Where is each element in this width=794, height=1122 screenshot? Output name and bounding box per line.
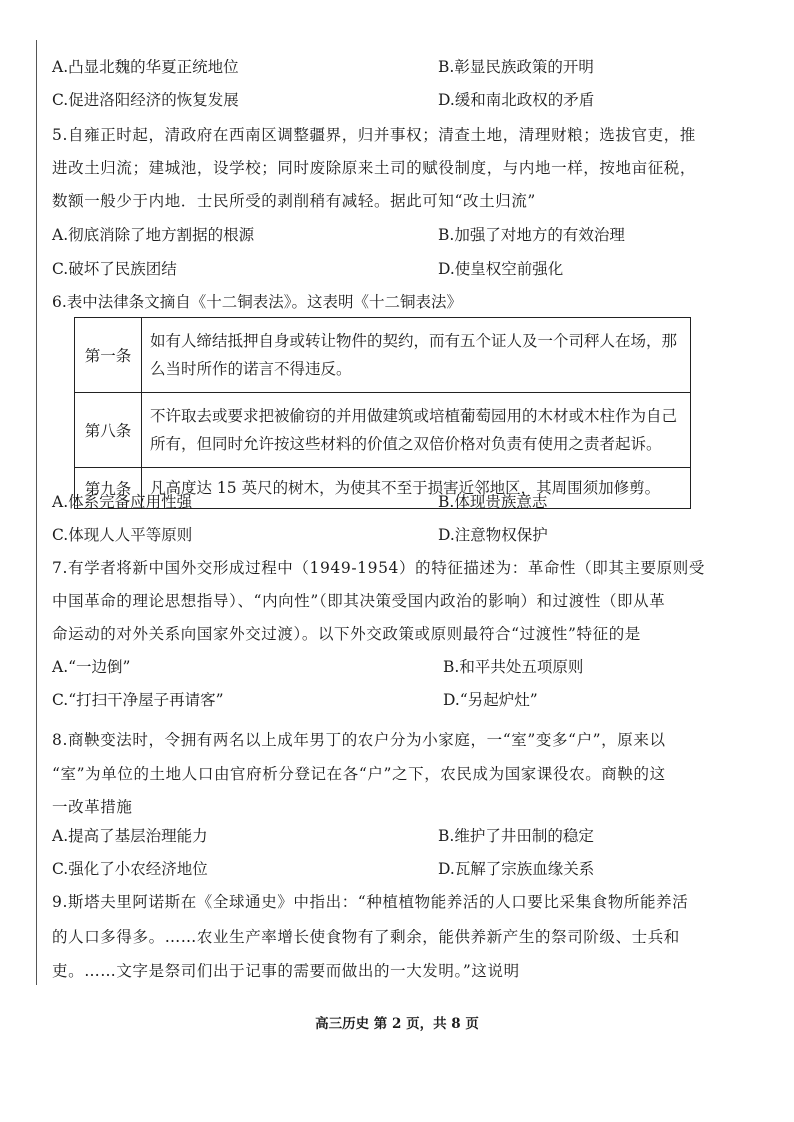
q5-option-b: B.加强了对地方的有效治理 (438, 226, 625, 244)
law-text: 凡高度达 15 英尺的树木，为使其不至于损害近邻地区，其周围须加修剪。 (142, 468, 691, 509)
q4-option-c: C.促进洛阳经济的恢复发展 (52, 91, 239, 109)
q5-option-c: C.破坏了民族团结 (52, 260, 177, 278)
q7-option-b: B.和平共处五项原则 (443, 658, 584, 676)
q6-option-d: D.注意物权保护 (438, 526, 548, 544)
q8-option-b: B.维护了井田制的稳定 (438, 827, 594, 845)
law-article: 第八条 (75, 393, 142, 468)
q8-stem-line-1: 8.商鞅变法时，令拥有两名以上成年男丁的农户分为小家庭，一“室”变多“户”，原来以 (52, 731, 666, 749)
q7-stem-line-3: 命运动的对外关系向国家外交过渡）。以下外交政策或原则最符合“过渡性”特征的是 (52, 625, 641, 643)
q8-option-c: C.强化了小农经济地位 (52, 860, 208, 878)
law-article: 第一条 (75, 318, 142, 393)
q7-stem-line-2: 中国革命的理论思想指导）、“内向性”（即其决策受国内政治的影响）和过渡性（即从革 (52, 592, 666, 610)
q5-stem-line-2: 进改土归流；建城池，设学校；同时废除原来土司的赋役制度，与内地一样，按地亩征税， (52, 159, 697, 177)
q9-stem-line-3: 吏。……文字是祭司们出于记事的需要而做出的一大发明。”这说明 (52, 962, 520, 980)
law-table-row (75, 318, 691, 393)
law-text: 如有人缔结抵押自身或转让物件的契约，而有五个证人及一个司秤人在场，那么当时所作的诺言不得违反。 (142, 318, 691, 393)
q7-stem-line-1: 7.有学者将新中国外交形成过程中（1949-1954）的特征描述为：革命性（即其主要原则受 (52, 559, 705, 577)
q9-stem-line-2: 的人口多得多。……农业生产率增长使食物有了剩余，能供养新产生的祭司阶级、士兵和 (52, 928, 680, 946)
margin-line (36, 40, 37, 985)
q6-option-b: B.体现贵族意志 (438, 493, 548, 511)
q6-option-a: A.体系完备应用性强 (52, 493, 193, 511)
law-table-row (75, 393, 691, 468)
q8-option-d: D.瓦解了宗族血缘关系 (438, 860, 595, 878)
q4-option-a: A.凸显北魏的华夏正统地位 (52, 58, 239, 76)
q4-option-d: D.缓和南北政权的矛盾 (438, 91, 595, 109)
q6-option-c: C.体现人人平等原则 (52, 526, 193, 544)
q5-option-d: D.使皇权空前强化 (438, 260, 564, 278)
q5-stem-line-1: 5.自雍正时起，清政府在西南区调整疆界，归并事权；清查土地，清理财粮；选拔官吏，推 (52, 126, 696, 144)
q8-option-a: A.提高了基层治理能力 (52, 827, 208, 845)
law-table (74, 317, 691, 509)
q7-option-a: A.“一边倒” (52, 658, 131, 676)
page-footer: 高三历史 第 2 页，共 8 页 (315, 1016, 479, 1032)
q5-stem-line-3: 数额一般少于内地．士民所受的剥削稍有减轻。据此可知“改土归流” (52, 192, 536, 210)
q5-option-a: A.彻底消除了地方割据的根源 (52, 226, 255, 244)
q7-option-c: C.“打扫干净屋子再请客” (52, 691, 224, 709)
law-text: 不许取去或要求把被偷窃的并用做建筑或培植葡萄园用的木材或木柱作为自己所有，但同时允许按这些材料的价值之双倍价格对负责有使用之责者起诉。 (142, 393, 691, 468)
q7-option-d: D.“另起炉灶” (443, 691, 538, 709)
law-article: 第九条 (75, 468, 142, 509)
q8-stem-line-2: “室”为单位的土地人口由官府析分登记在各“户”之下，农民成为国家课役农。商鞅的这 (52, 765, 666, 783)
q9-stem-line-1: 9.斯塔夫里阿诺斯在《全球通史》中指出：“种植植物能养活的人口要比采集食物所能养活 (52, 893, 689, 911)
q6-stem: 6.表中法律条文摘自《十二铜表法》。这表明《十二铜表法》 (52, 293, 463, 311)
q8-stem-line-3: 一改革措施 (52, 798, 133, 816)
q4-option-b: B.彰显民族政策的开明 (438, 58, 594, 76)
